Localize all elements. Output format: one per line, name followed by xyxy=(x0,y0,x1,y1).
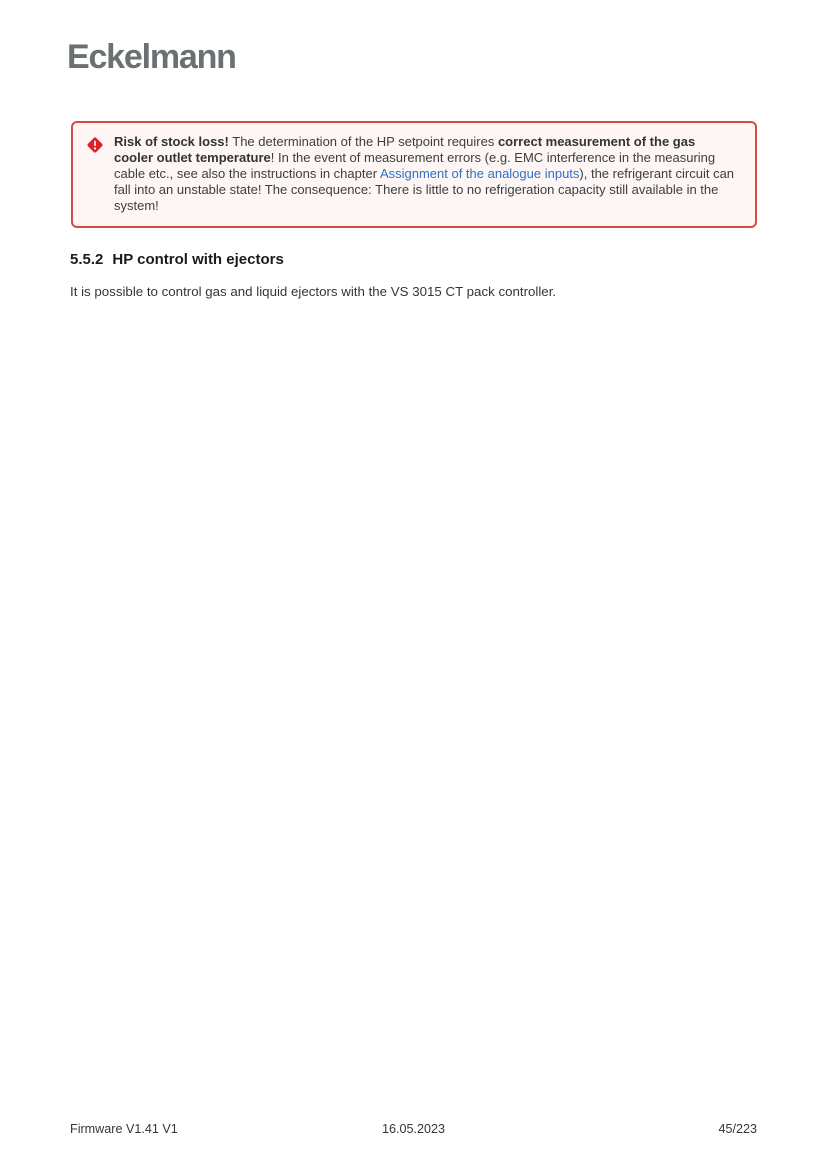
analogue-inputs-link[interactable]: Assignment of the analogue inputs xyxy=(379,166,580,181)
warning-text-segment: The determination of the HP setpoint requires xyxy=(228,134,498,149)
warning-callout xyxy=(71,121,757,228)
warning-text xyxy=(114,134,737,214)
section-number: 5.5.2 xyxy=(70,251,104,268)
footer-page-number: 45/223 xyxy=(718,1122,757,1136)
warning-text-segment: ), the refrigerant circuit can fall into an unstable state! The consequence: There is little to no refrigeration capacity still available in the system! xyxy=(114,166,735,213)
alert-diamond-icon xyxy=(86,136,104,154)
page-footer xyxy=(70,1122,757,1140)
warning-text-segment: ! In the event of measurement errors (e.g. EMC interference in the measuring cable etc., see also the instructions in chapter xyxy=(114,150,716,181)
section-body-text: It is possible to control gas and liquid ejectors with the VS 3015 CT pack controller. xyxy=(70,284,557,299)
company-logo: Eckelmann xyxy=(67,38,236,76)
section-title: HP control with ejectors xyxy=(112,251,284,268)
footer-date: 16.05.2023 xyxy=(381,1122,446,1136)
footer-firmware-version: Firmware V1.41 V1 xyxy=(70,1122,178,1136)
section-heading xyxy=(70,251,284,269)
warning-bold-phrase: correct measurement of the gas cooler outlet temperature xyxy=(114,134,696,165)
warning-bold-lead: Risk of stock loss! xyxy=(114,134,229,149)
